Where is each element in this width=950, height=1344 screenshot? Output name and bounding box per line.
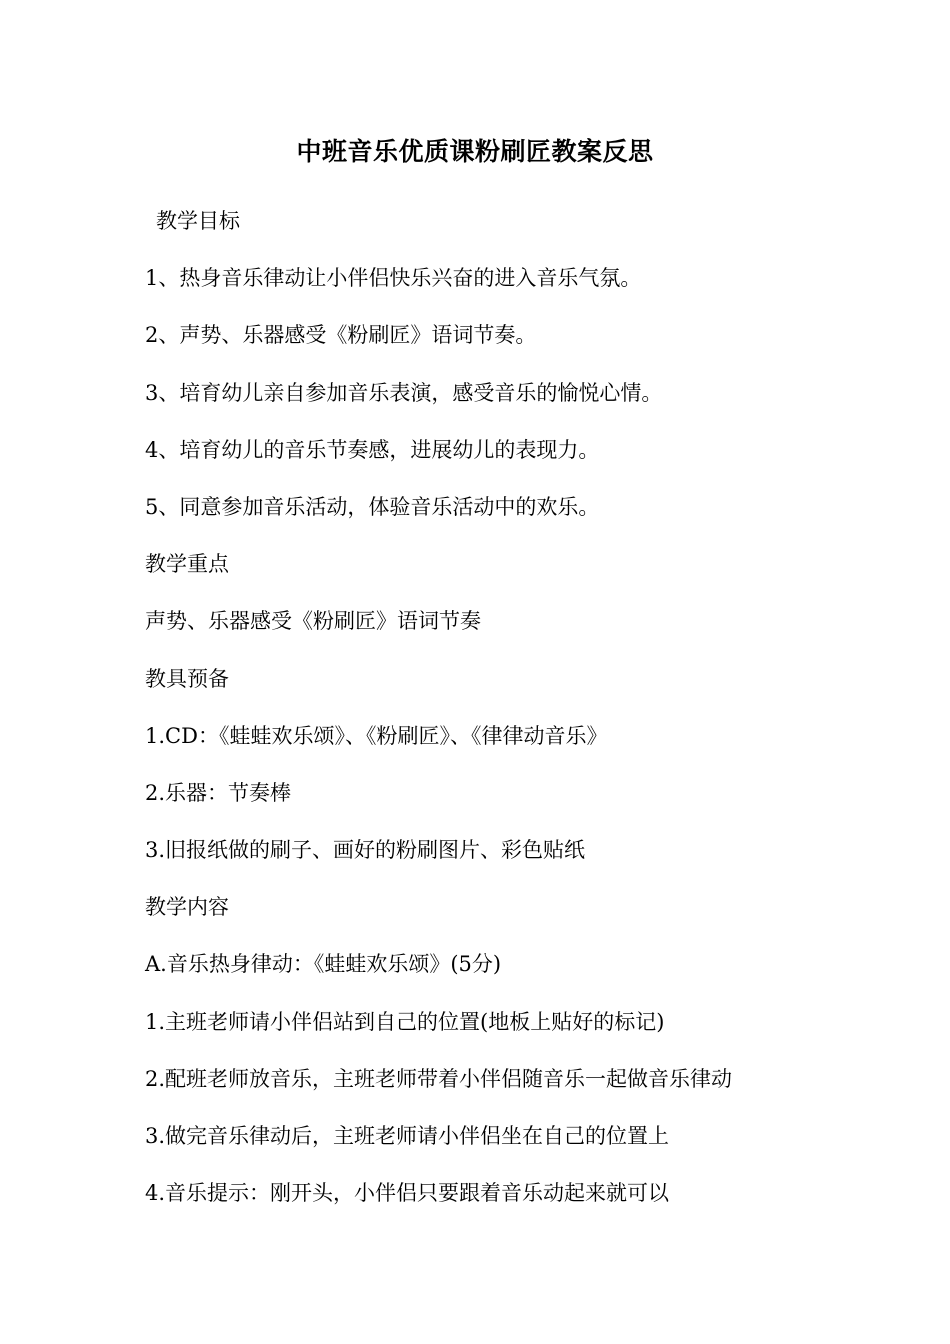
- material-item-3: 3.旧报纸做的刷子、画好的粉刷图片、彩色贴纸: [145, 838, 586, 863]
- content-step-1: 1.主班老师请小伴侣站到自己的位置(地板上贴好的标记): [145, 1009, 665, 1034]
- goal-item-2: 2、声势、乐器感受《粉刷匠》语词节奏。: [145, 323, 537, 348]
- section-heading-key-points: 教学重点: [145, 552, 229, 577]
- goal-item-1: 1、热身音乐律动让小伴侣快乐兴奋的进入音乐气氛。: [145, 266, 642, 291]
- section-heading-content: 教学内容: [145, 895, 229, 920]
- section-heading-teaching-goals: 教学目标: [156, 209, 240, 233]
- section-heading-materials: 教具预备: [145, 666, 229, 691]
- content-step-3: 3.做完音乐律动后，主班老师请小伴侣坐在自己的位置上: [145, 1124, 670, 1148]
- document-title: 中班音乐优质课粉刷匠教案反思: [296, 137, 654, 166]
- goal-item-3: 3、培育幼儿亲自参加音乐表演，感受音乐的愉悦心情。: [145, 380, 663, 405]
- goal-item-4: 4、培育幼儿的音乐节奏感，进展幼儿的表现力。: [145, 437, 600, 462]
- key-point-text: 声势、乐器感受《粉刷匠》语词节奏: [145, 609, 481, 634]
- material-item-2: 2.乐器：节奏棒: [145, 780, 292, 805]
- document-body: [145, 202, 845, 1231]
- content-step-4: 4.音乐提示：刚开头，小伴侣只要跟着音乐动起来就可以: [145, 1181, 670, 1206]
- goal-item-5: 5、同意参加音乐活动，体验音乐活动中的欢乐。: [145, 494, 600, 519]
- content-step-2: 2.配班老师放音乐，主班老师带着小伴侣随音乐一起做音乐律动: [145, 1066, 733, 1091]
- material-item-1: 1.CD：《蛙蛙欢乐颂》、《粉刷匠》、《律律动音乐》: [145, 723, 608, 748]
- content-subheading-a: A.音乐热身律动：《蛙蛙欢乐颂》(5分): [145, 952, 502, 977]
